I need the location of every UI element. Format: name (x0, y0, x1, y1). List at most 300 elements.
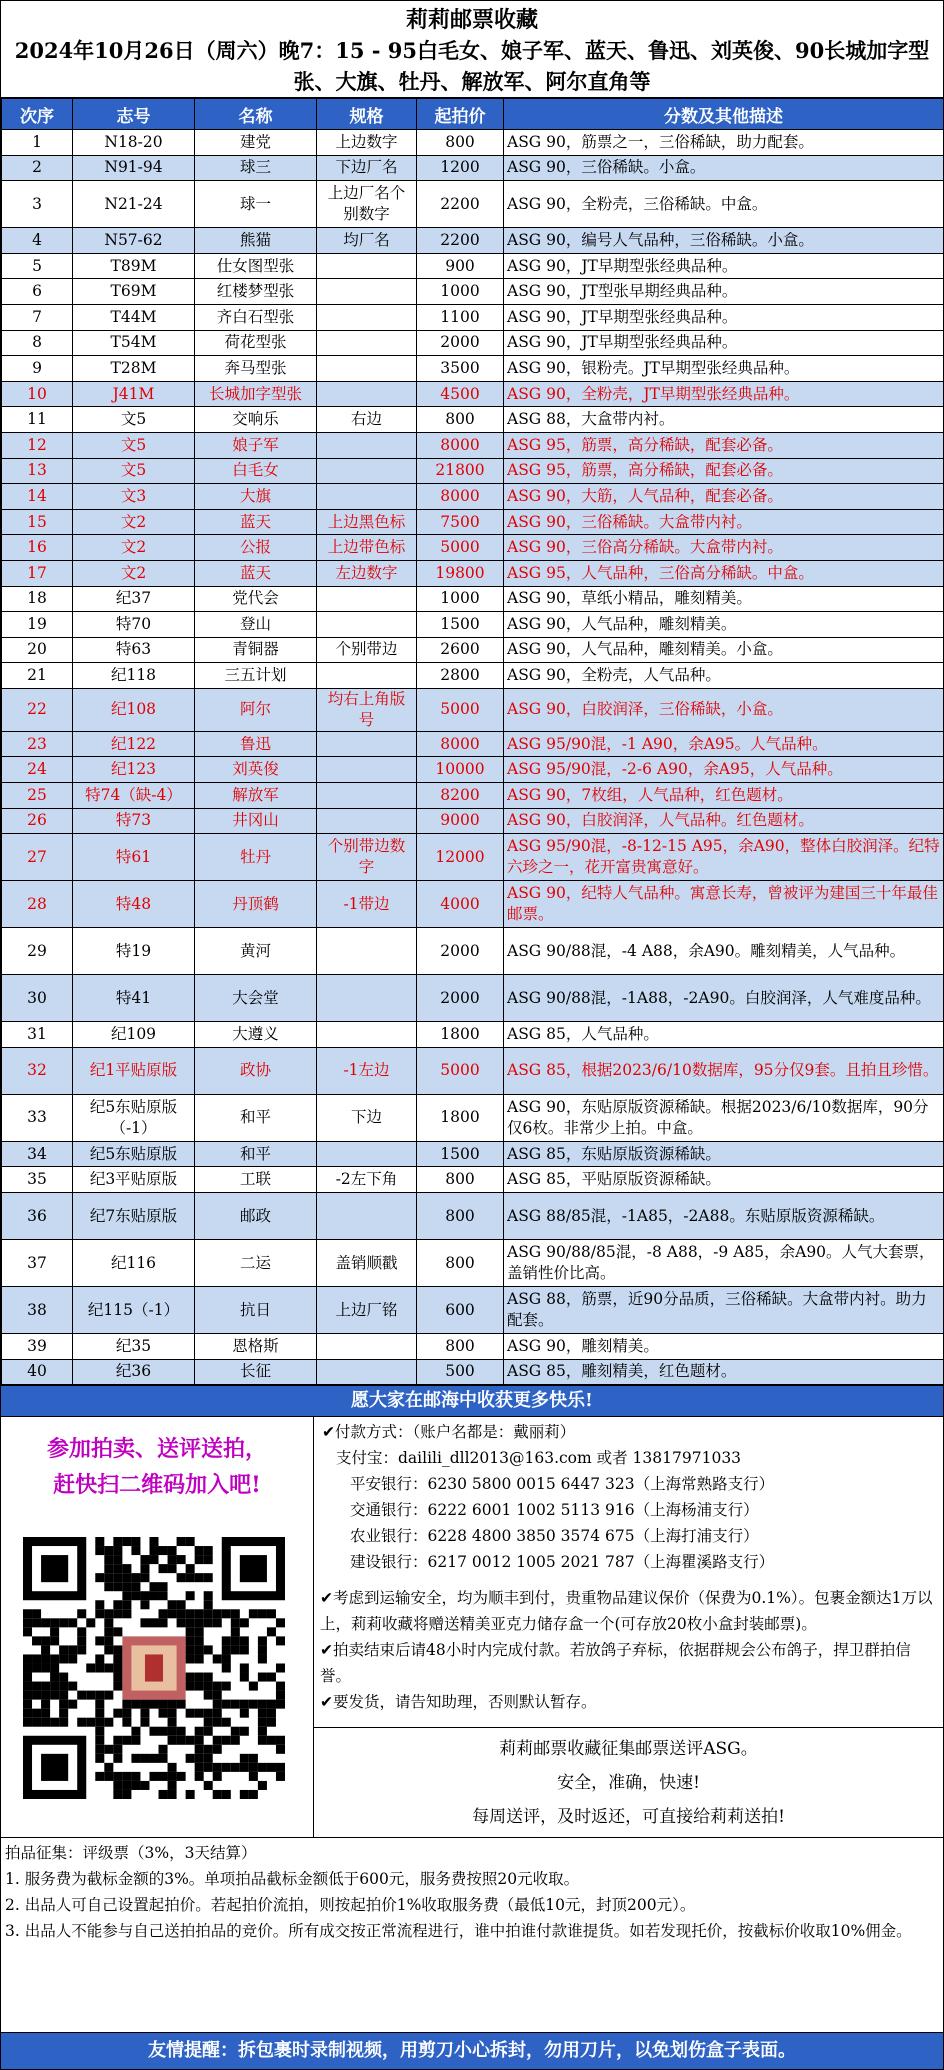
lot-desc: ASG 95，筋票，高分稀缺，配套必备。 (504, 458, 944, 484)
lot-price: 12000 (417, 834, 504, 881)
lot-price: 1800 (417, 1022, 504, 1048)
table-header-row (2, 99, 944, 130)
lot-name: 刘英俊 (195, 757, 317, 783)
table-row (2, 253, 944, 279)
lot-code: 特19 (73, 928, 195, 975)
lot-desc: ASG 85，东贴原版资源稀缺。 (504, 1141, 944, 1167)
lot-order: 9 (2, 356, 73, 382)
table-row (2, 1022, 944, 1048)
table-row (2, 560, 944, 586)
lot-spec (317, 612, 417, 638)
lot-code: 文3 (73, 484, 195, 510)
table-row (2, 432, 944, 458)
lot-code: N18-20 (73, 130, 195, 156)
lot-order: 27 (2, 834, 73, 881)
lot-name: 恩格斯 (195, 1334, 317, 1360)
lot-spec (317, 1359, 417, 1385)
lot-name: 齐白石型张 (195, 304, 317, 330)
lot-order: 13 (2, 458, 73, 484)
table-row (2, 783, 944, 809)
table-row (2, 535, 944, 561)
lot-order: 36 (2, 1193, 73, 1240)
lot-code: 纪35 (73, 1334, 195, 1360)
lot-price: 19800 (417, 560, 504, 586)
lot-order: 3 (2, 181, 73, 228)
lot-order: 8 (2, 330, 73, 356)
bank-line-1: 平安银行：6230 5800 0015 6447 323（上海常熟路支行） (350, 1475, 775, 1494)
lot-desc: ASG 95，人气品种，三俗高分稀缺。中盒。 (504, 560, 944, 586)
lot-price: 5000 (417, 535, 504, 561)
lot-code: 纪36 (73, 1359, 195, 1385)
lot-order: 4 (2, 228, 73, 254)
lot-name: 公报 (195, 535, 317, 561)
lot-spec: 上边数字 (317, 130, 417, 156)
alipay-line: 支付宝：dailili_dll2013@163.com 或者 13817971033 (336, 1449, 742, 1468)
col-header-desc: 分数及其他描述 (504, 99, 944, 130)
lot-desc: ASG 85，根据2023/6/10数据库，95分仅9套。且拍且珍惜。 (504, 1047, 944, 1094)
table-row (2, 330, 944, 356)
lot-desc: ASG 90，三俗稀缺。小盒。 (504, 155, 944, 181)
lot-order: 22 (2, 688, 73, 731)
lot-desc: ASG 90，雕刻精美。 (504, 1334, 944, 1360)
lot-spec (317, 330, 417, 356)
table-row (2, 304, 944, 330)
col-header-price: 起拍价 (417, 99, 504, 130)
lot-code: N91-94 (73, 155, 195, 181)
lot-order: 23 (2, 731, 73, 757)
lot-desc: ASG 90，人气品种，雕刻精美。 (504, 612, 944, 638)
lot-order: 1 (2, 130, 73, 156)
lot-price: 10000 (417, 757, 504, 783)
lot-desc: ASG 90，纪特人气品种。寓意长寿，曾被评为建国三十年最佳邮票。 (504, 881, 944, 928)
table-row (2, 928, 944, 975)
lot-desc: ASG 85，人气品种。 (504, 1022, 944, 1048)
notice-delivery: ✔要发货，请告知助理，否则默认暂存。 (320, 1693, 597, 1712)
col-header-code: 志号 (73, 99, 195, 130)
lot-order: 18 (2, 586, 73, 612)
lot-spec (317, 1141, 417, 1167)
lot-spec (317, 1022, 417, 1048)
lot-name: 红楼梦型张 (195, 279, 317, 305)
lot-name: 鲁迅 (195, 731, 317, 757)
lot-order: 10 (2, 381, 73, 407)
payment-panel (314, 1417, 943, 1837)
lot-name: 和平 (195, 1141, 317, 1167)
lot-spec (317, 586, 417, 612)
bank-line-3: 农业银行：6228 4800 3850 3574 675（上海打浦支行） (350, 1527, 759, 1546)
lot-price: 1800 (417, 1094, 504, 1141)
lot-code: 特70 (73, 612, 195, 638)
collect-line-2: 安全，准确，快速! (557, 1773, 700, 1794)
lot-order: 30 (2, 975, 73, 1022)
lot-code: 特61 (73, 834, 195, 881)
lot-price: 5000 (417, 688, 504, 731)
lot-code: 文5 (73, 432, 195, 458)
lot-code: 纪115（-1） (73, 1287, 195, 1334)
lot-desc: ASG 90，银粉壳。JT早期型张经典品种。 (504, 356, 944, 382)
lot-desc: ASG 90，筋票之一，三俗稀缺，助力配套。 (504, 130, 944, 156)
lot-price: 1000 (417, 279, 504, 305)
table-row (2, 881, 944, 928)
rule-3: 3. 出品人不能参与自己送拍拍品的竞价。所有成交按正常流程进行，谁中拍谁付款谁提货。如若发现托价，按截标价收取10%佣金。 (5, 1922, 912, 1941)
lot-table (1, 98, 944, 1385)
lot-spec (317, 928, 417, 975)
lot-spec: 均右上角版号 (317, 688, 417, 731)
lot-name: 黄河 (195, 928, 317, 975)
lot-code: 特41 (73, 975, 195, 1022)
lot-desc: ASG 90，三俗高分稀缺。大盒带内衬。 (504, 535, 944, 561)
lot-spec: 个别带边 (317, 637, 417, 663)
bank-line-4: 建设银行：6217 0012 1005 2021 787（上海瞿溪路支行） (350, 1553, 775, 1572)
footer-reminder: 友情提醒：拆包裹时录制视频，用剪刀小心拆封，勿用刀片，以免划伤盒子表面。 (1, 2032, 943, 2069)
collect-line-1: 莉莉邮票收藏征集邮票送评ASG。 (499, 1739, 758, 1760)
lot-desc: ASG 90，7枚组，人气品种，红色题材。 (504, 783, 944, 809)
lot-name: 阿尔 (195, 688, 317, 731)
lot-price: 1500 (417, 1141, 504, 1167)
lot-price: 2600 (417, 637, 504, 663)
lot-order: 24 (2, 757, 73, 783)
lot-spec (317, 458, 417, 484)
lot-code: T54M (73, 330, 195, 356)
lot-desc: ASG 90，东贴原版资源稀缺。根据2023/6/10数据库，90分仅6枚。非常少上拍。中盒。 (504, 1094, 944, 1141)
lot-order: 21 (2, 663, 73, 689)
lot-price: 600 (417, 1287, 504, 1334)
lot-name: 青铜器 (195, 637, 317, 663)
lot-desc: ASG 90/88/85混，-8 A88，-9 A85，余A90。人气大套票，盖销性价比高。 (504, 1240, 944, 1287)
lot-code: T89M (73, 253, 195, 279)
lot-name: 大遵义 (195, 1022, 317, 1048)
lot-spec (317, 253, 417, 279)
lot-name: 球一 (195, 181, 317, 228)
lot-price: 800 (417, 1193, 504, 1240)
promo-line-1: 参加拍卖、送评送拍， (46, 1436, 267, 1463)
payment-title: ✔付款方式：（账户名都是：戴丽莉） (322, 1423, 576, 1442)
lot-spec: -2左下角 (317, 1167, 417, 1193)
table-row (2, 155, 944, 181)
bank-line-2: 交通银行：6222 6001 1002 5113 916（上海杨浦支行） (350, 1501, 759, 1520)
lot-order: 37 (2, 1240, 73, 1287)
lot-name: 登山 (195, 612, 317, 638)
lot-code: T69M (73, 279, 195, 305)
table-row (2, 757, 944, 783)
lot-code: N57-62 (73, 228, 195, 254)
lot-price: 800 (417, 407, 504, 433)
lot-spec (317, 279, 417, 305)
lot-spec (317, 975, 417, 1022)
notices (314, 1585, 943, 1715)
table-row (2, 407, 944, 433)
lot-price: 2000 (417, 928, 504, 975)
table-row (2, 1094, 944, 1141)
lot-name: 建党 (195, 130, 317, 156)
lot-desc: ASG 90，草纸小精品，雕刻精美。 (504, 586, 944, 612)
lot-spec (317, 356, 417, 382)
lot-price: 2000 (417, 330, 504, 356)
lot-code: 纪1平贴原版 (73, 1047, 195, 1094)
table-row (2, 381, 944, 407)
lot-desc: ASG 90，JT早期型张经典品种。 (504, 304, 944, 330)
lot-table-body (2, 130, 944, 1385)
lot-code: 纪5东贴原版 (73, 1141, 195, 1167)
auction-subtitle-1: 2024年10月26日（周六）晚7：15 - 95白毛女、娘子军、蓝天、鲁迅、刘英俊、90长城加字型 (14, 38, 930, 63)
lot-price: 800 (417, 130, 504, 156)
table-row (2, 808, 944, 834)
lot-order: 34 (2, 1141, 73, 1167)
lot-desc: ASG 95/90混，-2-6 A90，余A95，人气品种。 (504, 757, 944, 783)
lot-order: 20 (2, 637, 73, 663)
lot-desc: ASG 90，人气品种，雕刻精美。小盒。 (504, 637, 944, 663)
lot-order: 11 (2, 407, 73, 433)
lot-price: 8000 (417, 432, 504, 458)
lot-code: 纪7东贴原版 (73, 1193, 195, 1240)
lot-order: 14 (2, 484, 73, 510)
lot-spec (317, 304, 417, 330)
lot-desc: ASG 90，JT早期型张经典品种。 (504, 330, 944, 356)
lot-name: 蓝天 (195, 509, 317, 535)
table-row (2, 279, 944, 305)
lot-order: 17 (2, 560, 73, 586)
lot-order: 5 (2, 253, 73, 279)
lot-desc: ASG 90，白胶润泽，人气品种。红色题材。 (504, 808, 944, 834)
lot-price: 4500 (417, 381, 504, 407)
lot-price: 4000 (417, 881, 504, 928)
lot-price: 3500 (417, 356, 504, 382)
lot-name: 工联 (195, 1167, 317, 1193)
table-row (2, 130, 944, 156)
lot-spec: 均厂名 (317, 228, 417, 254)
lot-spec: 下边 (317, 1094, 417, 1141)
lot-spec: 个别带边数字 (317, 834, 417, 881)
lot-name: 解放军 (195, 783, 317, 809)
lot-name: 球三 (195, 155, 317, 181)
lot-desc: ASG 90，JT型张早期经典品种。 (504, 279, 944, 305)
promo-line-2: 赶快扫二维码加入吧! (53, 1472, 261, 1499)
lot-code: T44M (73, 304, 195, 330)
lot-spec (317, 432, 417, 458)
lot-code: 纪116 (73, 1240, 195, 1287)
lot-order: 40 (2, 1359, 73, 1385)
lot-code: N21-24 (73, 181, 195, 228)
lot-desc: ASG 88，筋票，近90分品质，三俗稀缺。大盒带内衬。助力配套。 (504, 1287, 944, 1334)
lot-price: 900 (417, 253, 504, 279)
lot-desc: ASG 90，白胶润泽，三俗稀缺，小盒。 (504, 688, 944, 731)
lot-spec (317, 381, 417, 407)
lot-spec (317, 1193, 417, 1240)
lot-order: 29 (2, 928, 73, 975)
banner: 愿大家在邮海中收获更多快乐! (1, 1385, 943, 1417)
lot-desc: ASG 95/90混，-8-12-15 A95，余A90，整体白胶润泽。纪特六珍之一，花开富贵寓意好。 (504, 834, 944, 881)
lot-spec: -1带边 (317, 881, 417, 928)
table-row (2, 1141, 944, 1167)
lot-code: 特74（缺-4） (73, 783, 195, 809)
rules (1, 1838, 943, 1946)
lot-price: 800 (417, 1167, 504, 1193)
lot-price: 2200 (417, 228, 504, 254)
lot-code: 特63 (73, 637, 195, 663)
lot-spec: 上边带色标 (317, 535, 417, 561)
lot-spec: 上边厂名个别数字 (317, 181, 417, 228)
lot-name: 二运 (195, 1240, 317, 1287)
notice-payment: ✔拍卖结束后请48小时内完成付款。若放鸽子弃标，依据群规会公布鸽子，捍卫群拍信誉。 (320, 1641, 911, 1686)
rule-1: 1. 服务费为截标金额的3%。单项拍品截标金额低于600元，服务费按照20元收取。 (5, 1870, 580, 1889)
lot-name: 熊猫 (195, 228, 317, 254)
lot-desc: ASG 90/88混，-4 A88，余A90。雕刻精美，人气品种。 (504, 928, 944, 975)
lot-spec: 上边黑色标 (317, 509, 417, 535)
lot-name: 政协 (195, 1047, 317, 1094)
lot-spec: -1左边 (317, 1047, 417, 1094)
lot-desc: ASG 90，JT早期型张经典品种。 (504, 253, 944, 279)
lot-price: 2800 (417, 663, 504, 689)
lot-name: 交响乐 (195, 407, 317, 433)
lot-code: T28M (73, 356, 195, 382)
lot-spec (317, 484, 417, 510)
lot-name: 牡丹 (195, 834, 317, 881)
lot-desc: ASG 90/88混，-1A88，-2A90。白胶润泽，人气难度品种。 (504, 975, 944, 1022)
lot-code: 特73 (73, 808, 195, 834)
table-row (2, 1167, 944, 1193)
lot-desc: ASG 90，三俗稀缺。大盒带内衬。 (504, 509, 944, 535)
lot-name: 党代会 (195, 586, 317, 612)
lot-code: 文2 (73, 560, 195, 586)
lot-price: 800 (417, 1334, 504, 1360)
table-row (2, 975, 944, 1022)
lot-spec: 左边数字 (317, 560, 417, 586)
lot-desc: ASG 95，筋票，高分稀缺，配套必备。 (504, 432, 944, 458)
lot-order: 35 (2, 1167, 73, 1193)
lot-price: 5000 (417, 1047, 504, 1094)
lot-desc: ASG 95/90混，-1 A90，余A95。人气品种。 (504, 731, 944, 757)
table-row (2, 1287, 944, 1334)
lot-price: 8000 (417, 484, 504, 510)
table-row (2, 181, 944, 228)
promo-text (1, 1431, 313, 1503)
lot-desc: ASG 90，全粉壳，人气品种。 (504, 663, 944, 689)
lot-name: 长城加字型张 (195, 381, 317, 407)
table-row (2, 637, 944, 663)
lot-name: 娘子军 (195, 432, 317, 458)
lot-name: 奔马型张 (195, 356, 317, 382)
lot-price: 800 (417, 1240, 504, 1287)
promo-panel (1, 1417, 314, 1837)
lot-code: 纪118 (73, 663, 195, 689)
lot-code: 纪3平贴原版 (73, 1167, 195, 1193)
lot-order: 15 (2, 509, 73, 535)
table-row (2, 1334, 944, 1360)
col-header-spec: 规格 (317, 99, 417, 130)
lot-price: 21800 (417, 458, 504, 484)
lot-name: 抗日 (195, 1287, 317, 1334)
lot-price: 2200 (417, 181, 504, 228)
lot-desc: ASG 90，全粉壳，JT早期型张经典品种。 (504, 381, 944, 407)
lot-spec (317, 783, 417, 809)
lot-spec (317, 757, 417, 783)
lot-code: 文5 (73, 407, 195, 433)
lot-desc: ASG 90，全粉壳，三俗稀缺。中盒。 (504, 181, 944, 228)
lot-name: 和平 (195, 1094, 317, 1141)
lot-name: 大会堂 (195, 975, 317, 1022)
lot-name: 蓝天 (195, 560, 317, 586)
table-row (2, 586, 944, 612)
lot-spec (317, 731, 417, 757)
rule-2: 2. 出品人可自己设置起拍价。若起拍价流拍，则按起拍价1%收取服务费（最低10元，封顶200元）。 (5, 1896, 696, 1915)
lot-code: 纪108 (73, 688, 195, 731)
lot-price: 8200 (417, 783, 504, 809)
lot-spec (317, 1334, 417, 1360)
table-row (2, 612, 944, 638)
lot-code: 纪122 (73, 731, 195, 757)
lot-order: 33 (2, 1094, 73, 1141)
lot-name: 井冈山 (195, 808, 317, 834)
lot-price: 9000 (417, 808, 504, 834)
lot-desc: ASG 88，大盒带内衬。 (504, 407, 944, 433)
collect-line-3: 每周送评，及时返还，可直接给莉莉送拍! (472, 1807, 785, 1828)
lot-name: 荷花型张 (195, 330, 317, 356)
lot-spec (317, 808, 417, 834)
lot-price: 1500 (417, 612, 504, 638)
table-row (2, 458, 944, 484)
lot-code: 文2 (73, 535, 195, 561)
lot-order: 16 (2, 535, 73, 561)
lot-name: 长征 (195, 1359, 317, 1385)
lot-name: 三五计划 (195, 663, 317, 689)
lot-code: 纪123 (73, 757, 195, 783)
lot-order: 32 (2, 1047, 73, 1094)
header (1, 1, 943, 98)
lot-spec: 盖销顺戳 (317, 1240, 417, 1287)
lot-price: 1100 (417, 304, 504, 330)
lot-desc: ASG 90，大筋，人气品种，配套必备。 (504, 484, 944, 510)
lot-desc: ASG 85，雕刻精美，红色题材。 (504, 1359, 944, 1385)
table-row (2, 731, 944, 757)
table-row (2, 228, 944, 254)
lot-code: 纪5东贴原版（-1） (73, 1094, 195, 1141)
lot-order: 19 (2, 612, 73, 638)
lot-order: 6 (2, 279, 73, 305)
table-row (2, 1359, 944, 1385)
lot-name: 白毛女 (195, 458, 317, 484)
lot-order: 12 (2, 432, 73, 458)
lot-code: 文5 (73, 458, 195, 484)
info-section (1, 1417, 943, 1838)
table-row (2, 1193, 944, 1240)
lot-order: 26 (2, 808, 73, 834)
table-row (2, 663, 944, 689)
lot-code: 纪109 (73, 1022, 195, 1048)
rules-title: 拍品征集：评级票（3%，3天结算） (5, 1844, 257, 1863)
lot-spec: 上边厂铭 (317, 1287, 417, 1334)
table-row (2, 688, 944, 731)
lot-price: 500 (417, 1359, 504, 1385)
lot-spec: 右边 (317, 407, 417, 433)
lot-price: 1200 (417, 155, 504, 181)
lot-name: 邮政 (195, 1193, 317, 1240)
lot-desc: ASG 88/85混，-1A85，-2A88。东贴原版资源稀缺。 (504, 1193, 944, 1240)
table-row (2, 484, 944, 510)
lot-desc: ASG 90，编号人气品种，三俗稀缺。小盒。 (504, 228, 944, 254)
lot-order: 39 (2, 1334, 73, 1360)
lot-price: 1000 (417, 586, 504, 612)
page-title: 莉莉邮票收藏 (405, 7, 538, 33)
lot-price: 8000 (417, 731, 504, 757)
table-row (2, 1240, 944, 1287)
lot-code: 文2 (73, 509, 195, 535)
lot-order: 7 (2, 304, 73, 330)
notice-shipping: ✔考虑到运输安全，均为顺丰到付，贵重物品建议保价（保费为0.1%）。包裹金额达1万以上，莉莉收藏将赠送精美亚克力储存盒一个(可存放20枚小盒封装邮票)。 (320, 1589, 933, 1634)
lot-order: 25 (2, 783, 73, 809)
lot-code: 特48 (73, 881, 195, 928)
qr-code-icon[interactable] (23, 1537, 285, 1799)
table-row (2, 356, 944, 382)
